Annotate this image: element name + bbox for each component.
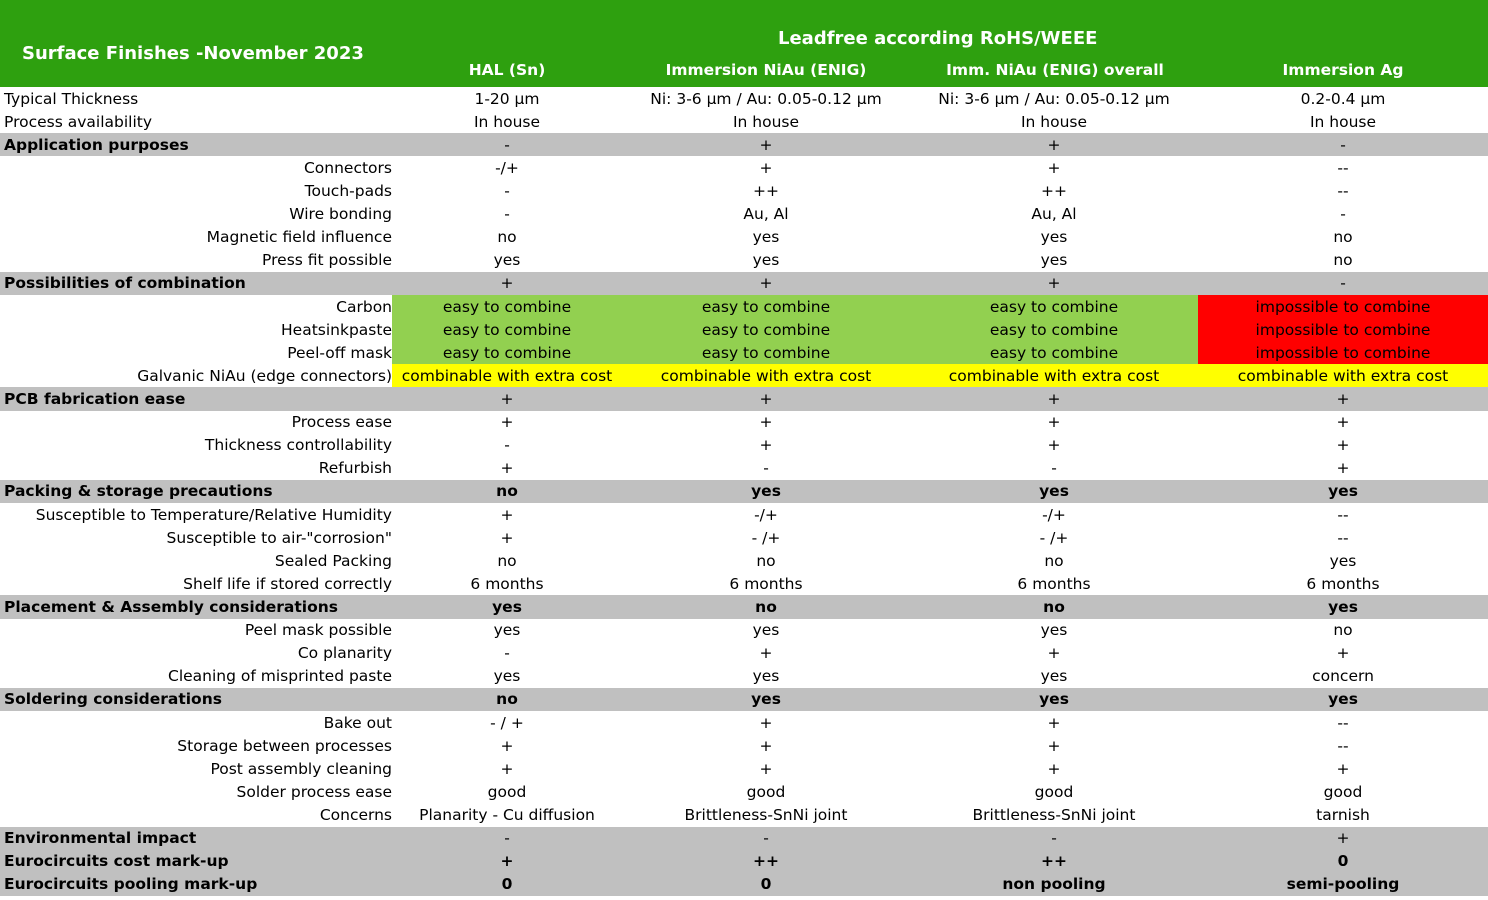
table-row	[0, 642, 1488, 665]
cell[interactable]: +	[1047, 413, 1061, 432]
row-label[interactable]: Sealed Packing	[274, 551, 392, 570]
row-label[interactable]: Eurocircuits cost mark-up	[0, 850, 392, 873]
cell[interactable]: - / +	[490, 713, 524, 732]
table-row	[0, 572, 1488, 595]
row-label[interactable]: Peel-off mask	[287, 343, 392, 362]
cell[interactable]: no	[756, 551, 776, 570]
cell[interactable]: no	[392, 480, 622, 503]
cell[interactable]: impossible to combine	[1198, 318, 1488, 341]
row-label[interactable]: Peel mask possible	[244, 621, 392, 640]
table-row	[0, 295, 1488, 318]
cell[interactable]: non pooling	[910, 873, 1198, 896]
table-row	[0, 364, 1488, 387]
cell[interactable]: yes	[1040, 621, 1068, 640]
section-row	[0, 595, 1488, 618]
cell[interactable]: yes	[1198, 480, 1488, 503]
cell[interactable]: easy to combine	[392, 295, 622, 318]
table-row	[0, 711, 1488, 734]
cell[interactable]: no	[622, 595, 910, 618]
cell[interactable]: no	[392, 688, 622, 711]
cell[interactable]: +	[1047, 736, 1061, 755]
cell[interactable]: yes	[622, 480, 910, 503]
row-label[interactable]: Application purposes	[0, 133, 392, 156]
cell[interactable]: Ni: 3-6 µm / Au: 0.05-0.12 µm	[938, 89, 1170, 108]
cell[interactable]: +	[500, 459, 514, 478]
cell[interactable]: 6 months	[1306, 574, 1380, 593]
cell[interactable]: yes	[752, 621, 780, 640]
cell[interactable]: 0	[622, 873, 910, 896]
cell[interactable]: +	[1198, 827, 1488, 850]
cell[interactable]: +	[1047, 644, 1061, 663]
cell[interactable]: -	[504, 205, 510, 224]
table-row	[0, 110, 1488, 133]
cell[interactable]: In house	[1020, 112, 1088, 131]
row-label[interactable]: Cleaning of misprinted paste	[168, 667, 392, 686]
cell[interactable]: no	[1333, 251, 1353, 270]
cell[interactable]: good	[487, 782, 527, 801]
cell[interactable]: -	[910, 827, 1198, 850]
cell[interactable]: +	[1047, 713, 1061, 732]
table-row	[0, 619, 1488, 642]
row-label[interactable]: Process availability	[4, 112, 153, 131]
cell[interactable]: -/+	[1042, 505, 1066, 524]
table-row	[0, 549, 1488, 572]
table-row	[0, 156, 1488, 179]
cell[interactable]: +	[910, 133, 1198, 156]
cell[interactable]: easy to combine	[910, 295, 1198, 318]
cell[interactable]: yes	[752, 251, 780, 270]
cell[interactable]: --	[1337, 505, 1349, 524]
cell[interactable]: +	[1047, 436, 1061, 455]
cell[interactable]: yes	[1040, 228, 1068, 247]
cell[interactable]: -	[763, 459, 769, 478]
row-label[interactable]: Magnetic field influence	[206, 228, 392, 247]
cell[interactable]: combinable with extra cost	[1198, 364, 1488, 387]
cell[interactable]: +	[1336, 413, 1350, 432]
cell[interactable]: In house	[732, 112, 800, 131]
cell[interactable]: +	[759, 413, 773, 432]
row-label[interactable]: Thickness controllability	[204, 436, 392, 455]
cell[interactable]: Brittleness-SnNi joint	[684, 805, 848, 824]
sheet-title: Surface Finishes -November 2023	[22, 43, 364, 64]
cell[interactable]: yes	[493, 251, 521, 270]
cell[interactable]: easy to combine	[622, 295, 910, 318]
row-label[interactable]: Carbon	[336, 297, 392, 316]
cell[interactable]: +	[1336, 759, 1350, 778]
table-row	[0, 526, 1488, 549]
cell[interactable]: In house	[473, 112, 541, 131]
cell[interactable]: impossible to combine	[1198, 341, 1488, 364]
cell[interactable]: good	[1323, 782, 1363, 801]
cell[interactable]: -	[1198, 133, 1488, 156]
cell[interactable]: easy to combine	[910, 318, 1198, 341]
cell[interactable]: 0	[392, 873, 622, 896]
table-row	[0, 249, 1488, 272]
cell[interactable]: yes	[493, 621, 521, 640]
cell[interactable]: good	[1034, 782, 1074, 801]
row-label[interactable]: Connectors	[303, 158, 392, 177]
comparison-table	[0, 87, 1488, 896]
section-row	[0, 387, 1488, 410]
cell[interactable]: easy to combine	[910, 341, 1198, 364]
cell[interactable]: +	[759, 158, 773, 177]
cell[interactable]: yes	[1040, 667, 1068, 686]
cell[interactable]: no	[1044, 551, 1064, 570]
row-label[interactable]: Bake out	[323, 713, 392, 732]
cell[interactable]: +	[392, 387, 622, 410]
row-label[interactable]: Refurbish	[318, 459, 392, 478]
section-row	[0, 272, 1488, 295]
cell[interactable]: +	[392, 272, 622, 295]
column-header-hal: HAL (Sn)	[468, 61, 546, 79]
cell[interactable]: +	[910, 387, 1198, 410]
cell[interactable]: +	[500, 413, 514, 432]
row-label[interactable]: Storage between processes	[177, 736, 392, 755]
cell[interactable]: yes	[752, 228, 780, 247]
row-label[interactable]: Concerns	[319, 805, 392, 824]
table-row	[0, 780, 1488, 803]
table-row	[0, 757, 1488, 780]
cell[interactable]: easy to combine	[392, 318, 622, 341]
cell[interactable]: +	[392, 850, 622, 873]
table-row	[0, 226, 1488, 249]
cell[interactable]: ++	[753, 181, 779, 200]
cell[interactable]: +	[500, 505, 514, 524]
table-row	[0, 457, 1488, 480]
cell[interactable]: +	[1047, 158, 1061, 177]
cell[interactable]: yes	[392, 595, 622, 618]
cell[interactable]: yes	[1198, 688, 1488, 711]
row-label[interactable]: Susceptible to air-"corrosion"	[166, 528, 392, 547]
section-row	[0, 480, 1488, 503]
cell[interactable]: +	[1047, 759, 1061, 778]
cell[interactable]: 1-20 µm	[474, 89, 540, 108]
cell[interactable]: 6 months	[470, 574, 544, 593]
cell[interactable]: 0.2-0.4 µm	[1300, 89, 1386, 108]
cell[interactable]: yes	[622, 688, 910, 711]
table-row	[0, 203, 1488, 226]
cell[interactable]: yes	[752, 667, 780, 686]
cell[interactable]: --	[1337, 158, 1349, 177]
cell[interactable]: no	[1333, 621, 1353, 640]
cell[interactable]: +	[759, 759, 773, 778]
row-label[interactable]: Galvanic NiAu (edge connectors)	[137, 366, 392, 385]
cell[interactable]: -	[504, 644, 510, 663]
row-label[interactable]: Typical Thickness	[4, 89, 139, 108]
row-label[interactable]: Soldering considerations	[0, 688, 392, 711]
cell[interactable]: +	[1198, 387, 1488, 410]
table-row	[0, 734, 1488, 757]
cell[interactable]: easy to combine	[622, 341, 910, 364]
cell[interactable]: In house	[1309, 112, 1377, 131]
row-label[interactable]: Wire bonding	[289, 205, 392, 224]
table-row	[0, 434, 1488, 457]
cell[interactable]: -	[392, 827, 622, 850]
table-row	[0, 803, 1488, 826]
table-row	[0, 411, 1488, 434]
cell[interactable]: 0	[1198, 850, 1488, 873]
cell[interactable]: Planarity - Cu diffusion	[419, 805, 595, 824]
cell[interactable]: --	[1337, 713, 1349, 732]
cell[interactable]: impossible to combine	[1198, 295, 1488, 318]
row-label[interactable]: PCB fabrication ease	[0, 387, 392, 410]
cell[interactable]: +	[759, 436, 773, 455]
column-header-enig-overall: Imm. NiAu (ENIG) overall	[946, 61, 1164, 79]
cell[interactable]: Ni: 3-6 µm / Au: 0.05-0.12 µm	[650, 89, 882, 108]
cell[interactable]: +	[759, 713, 773, 732]
row-label[interactable]: Process ease	[291, 413, 392, 432]
row-label[interactable]: Environmental impact	[0, 827, 392, 850]
cell[interactable]: combinable with extra cost	[910, 364, 1198, 387]
cell[interactable]: yes	[910, 688, 1198, 711]
cell[interactable]: -	[392, 133, 622, 156]
cell[interactable]: - /+	[1039, 528, 1069, 547]
cell[interactable]: no	[497, 228, 517, 247]
row-label[interactable]: Shelf life if stored correctly	[183, 574, 392, 593]
section-row	[0, 873, 1488, 896]
cell[interactable]: +	[1336, 644, 1350, 663]
cell[interactable]: Au, Al	[743, 205, 789, 224]
cell[interactable]: +	[622, 133, 910, 156]
cell[interactable]: concern	[1312, 667, 1374, 686]
cell[interactable]: easy to combine	[392, 341, 622, 364]
row-label[interactable]: Co planarity	[297, 644, 392, 663]
row-label[interactable]: Eurocircuits pooling mark-up	[0, 873, 392, 896]
cell[interactable]: --	[1337, 736, 1349, 755]
cell[interactable]: +	[500, 736, 514, 755]
table-row	[0, 87, 1488, 110]
cell[interactable]: +	[759, 644, 773, 663]
section-row	[0, 850, 1488, 873]
row-label[interactable]: Touch-pads	[304, 181, 392, 200]
cell[interactable]: +	[1336, 459, 1350, 478]
cell[interactable]: +	[759, 736, 773, 755]
row-label[interactable]: Packing & storage precautions	[0, 480, 392, 503]
row-label[interactable]: Placement & Assembly considerations	[0, 595, 392, 618]
cell[interactable]: yes	[1329, 551, 1357, 570]
cell[interactable]: -/+	[754, 505, 778, 524]
cell[interactable]: -	[622, 827, 910, 850]
cell[interactable]: -/+	[495, 158, 519, 177]
cell[interactable]: yes	[1198, 595, 1488, 618]
cell[interactable]: ++	[1041, 181, 1067, 200]
cell[interactable]: --	[1337, 181, 1349, 200]
table-row	[0, 665, 1488, 688]
cell[interactable]: tarnish	[1316, 805, 1370, 824]
cell[interactable]: +	[500, 759, 514, 778]
section-row	[0, 827, 1488, 850]
section-row	[0, 688, 1488, 711]
cell[interactable]: combinable with extra cost	[622, 364, 910, 387]
cell[interactable]: good	[746, 782, 786, 801]
column-header-enig: Immersion NiAu (ENIG)	[665, 61, 867, 79]
section-row	[0, 133, 1488, 156]
cell[interactable]: yes	[910, 480, 1198, 503]
cell[interactable]: semi-pooling	[1198, 873, 1488, 896]
cell[interactable]: yes	[493, 667, 521, 686]
cell[interactable]: -	[504, 181, 510, 200]
cell[interactable]: +	[910, 272, 1198, 295]
cell[interactable]: 6 months	[729, 574, 803, 593]
table-row	[0, 341, 1488, 364]
cell[interactable]: -	[1340, 205, 1346, 224]
cell[interactable]: no	[497, 551, 517, 570]
cell[interactable]: yes	[1040, 251, 1068, 270]
cell[interactable]: Au, Al	[1031, 205, 1077, 224]
row-label[interactable]: Possibilities of combination	[0, 272, 392, 295]
table-row	[0, 318, 1488, 341]
cell[interactable]: ++	[910, 850, 1198, 873]
cell[interactable]: 6 months	[1017, 574, 1091, 593]
cell[interactable]: - /+	[751, 528, 781, 547]
cell[interactable]: no	[910, 595, 1198, 618]
cell[interactable]: combinable with extra cost	[392, 364, 622, 387]
table-row	[0, 503, 1488, 526]
cell[interactable]: +	[500, 528, 514, 547]
table-row	[0, 179, 1488, 202]
row-label[interactable]: Solder process ease	[236, 782, 392, 801]
cell[interactable]: -	[1051, 459, 1057, 478]
cell[interactable]: ++	[622, 850, 910, 873]
row-label[interactable]: Susceptible to Temperature/Relative Humidity	[35, 505, 392, 524]
cell[interactable]: --	[1337, 528, 1349, 547]
cell[interactable]: easy to combine	[622, 318, 910, 341]
row-label[interactable]: Post assembly cleaning	[210, 759, 392, 778]
header-band	[0, 0, 1488, 87]
cell[interactable]: +	[1336, 436, 1350, 455]
column-group-title: Leadfree according RoHS/WEEE	[778, 28, 1098, 49]
column-header-immersion-ag: Immersion Ag	[1282, 61, 1404, 79]
cell[interactable]: Brittleness-SnNi joint	[972, 805, 1136, 824]
cell[interactable]: -	[1198, 272, 1488, 295]
cell[interactable]: +	[622, 272, 910, 295]
cell[interactable]: +	[622, 387, 910, 410]
row-label[interactable]: Press fit possible	[262, 251, 392, 270]
cell[interactable]: no	[1333, 228, 1353, 247]
cell[interactable]: -	[504, 436, 510, 455]
row-label[interactable]: Heatsinkpaste	[281, 320, 392, 339]
